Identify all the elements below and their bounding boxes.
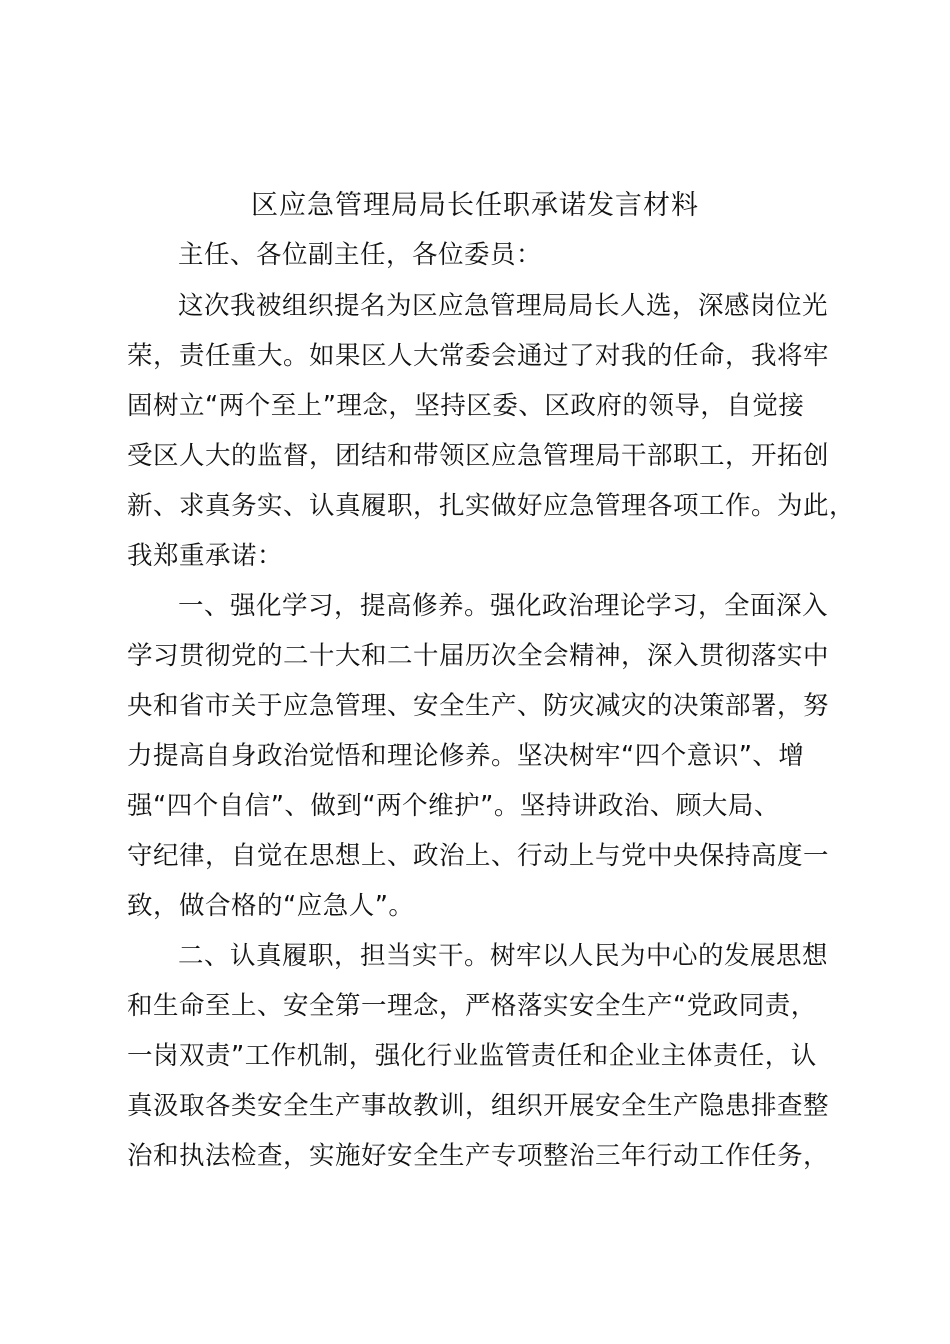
paragraph-line: 一、强化学习，提高修养。强化政治理论学习，全面深入 — [178, 591, 829, 621]
paragraph-line: 这次我被组织提名为区应急管理局局长人选，深感岗位光 — [178, 291, 829, 321]
paragraph-line: 一岗双责”工作机制，强化行业监管责任和企业主体责任，认 — [127, 1041, 817, 1071]
paragraph-line: 守纪律，自觉在思想上、政治上、行动上与党中央保持高度一 — [127, 841, 830, 871]
paragraph-line: 二、认真履职，担当实干。树牢以人民为中心的发展思想 — [178, 941, 829, 971]
paragraph-line: 新、求真务实、认真履职，扎实做好应急管理各项工作。为此， — [127, 491, 856, 521]
salutation-line: 主任、各位副主任，各位委员： — [178, 240, 543, 270]
paragraph-line: 力提高自身政治觉悟和理论修养。坚决树牢“四个意识”、增 — [127, 741, 805, 771]
paragraph-line: 致，做合格的“应急人”。 — [127, 891, 415, 921]
paragraph-line: 真汲取各类安全生产事故教训，组织开展安全生产隐患排查整 — [127, 1091, 830, 1121]
paragraph-line: 央和省市关于应急管理、安全生产、防灾减灾的决策部署，努 — [127, 691, 830, 721]
document-title: 区应急管理局局长任职承诺发言材料 — [251, 190, 699, 221]
paragraph-line: 受区人大的监督，团结和带领区应急管理局干部职工，开拓创 — [127, 441, 830, 471]
paragraph-line: 强“四个自信”、做到“两个维护”。坚持讲政治、顾大局、 — [127, 791, 780, 821]
paragraph-line: 学习贯彻党的二十大和二十届历次全会精神，深入贯彻落实中 — [127, 641, 830, 671]
paragraph-line: 我郑重承诺： — [127, 541, 284, 571]
paragraph-line: 荣，责任重大。如果区人大常委会通过了对我的任命，我将牢 — [127, 341, 830, 371]
paragraph-line: 固树立“两个至上”理念，坚持区委、区政府的领导，自觉接 — [127, 391, 805, 421]
paragraph-line: 和生命至上、安全第一理念，严格落实安全生产“党政同责， — [127, 991, 817, 1021]
paragraph-line: 治和执法检查，实施好安全生产专项整治三年行动工作任务， — [127, 1141, 830, 1171]
